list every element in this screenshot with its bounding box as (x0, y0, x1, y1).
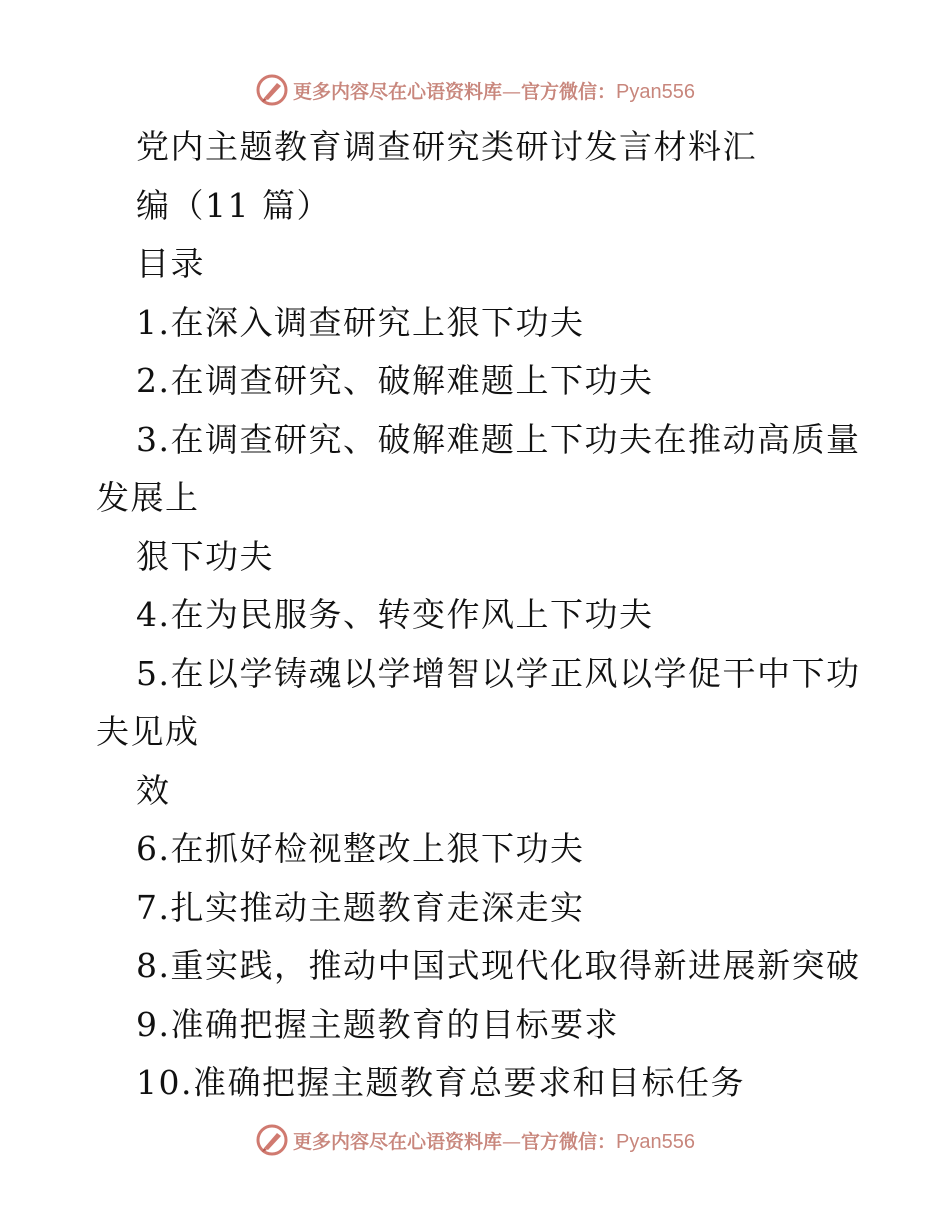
watermark-text: 更多内容尽在心语资料库—官方微信：Pyan556 (293, 1130, 695, 1153)
toc-item-4: 4.在为民服务、转变作风上下功夫 (136, 595, 654, 634)
toc-item-9: 9.准确把握主题教育的目标要求 (136, 1004, 619, 1044)
toc-item-5-wrap: 夫见成 (96, 712, 200, 751)
toc-item-5-cont: 效 (136, 770, 171, 810)
pen-logo-icon (255, 73, 289, 107)
toc-item-7: 7.扎实推动主题教育走深走实 (136, 887, 585, 927)
watermark-banner-top (0, 70, 950, 110)
toc-item-10: 10.准确把握主题教育总要求和目标任务 (136, 1063, 745, 1102)
toc-item-1: 1.在深入调查研究上狠下功夫 (136, 302, 585, 342)
toc-item-3: 3.在调查研究、破解难题上下功夫在推动高质量 (136, 419, 861, 459)
toc-item-6: 6.在抓好检视整改上狠下功夫 (136, 829, 585, 868)
toc-item-3-wrap: 发展上 (96, 478, 200, 517)
toc-item-8: 8.重实践，推动中国式现代化取得新进展新突破 (136, 946, 861, 985)
document-title-continued: 编（11 篇） (136, 185, 331, 225)
watermark-text: 更多内容尽在心语资料库—官方微信：Pyan556 (293, 80, 695, 103)
watermark-banner-bottom (0, 1120, 950, 1160)
toc-item-2: 2.在调查研究、破解难题上下功夫 (136, 361, 654, 400)
toc-item-5: 5.在以学铸魂以学增智以学正风以学促干中下功 (136, 653, 861, 693)
toc-heading: 目录 (136, 244, 205, 283)
document-title: 党内主题教育调查研究类研讨发言材料汇 (136, 127, 757, 166)
document-body (96, 118, 861, 1113)
pen-logo-icon (255, 1123, 289, 1157)
toc-item-3-cont: 狠下功夫 (136, 536, 274, 576)
